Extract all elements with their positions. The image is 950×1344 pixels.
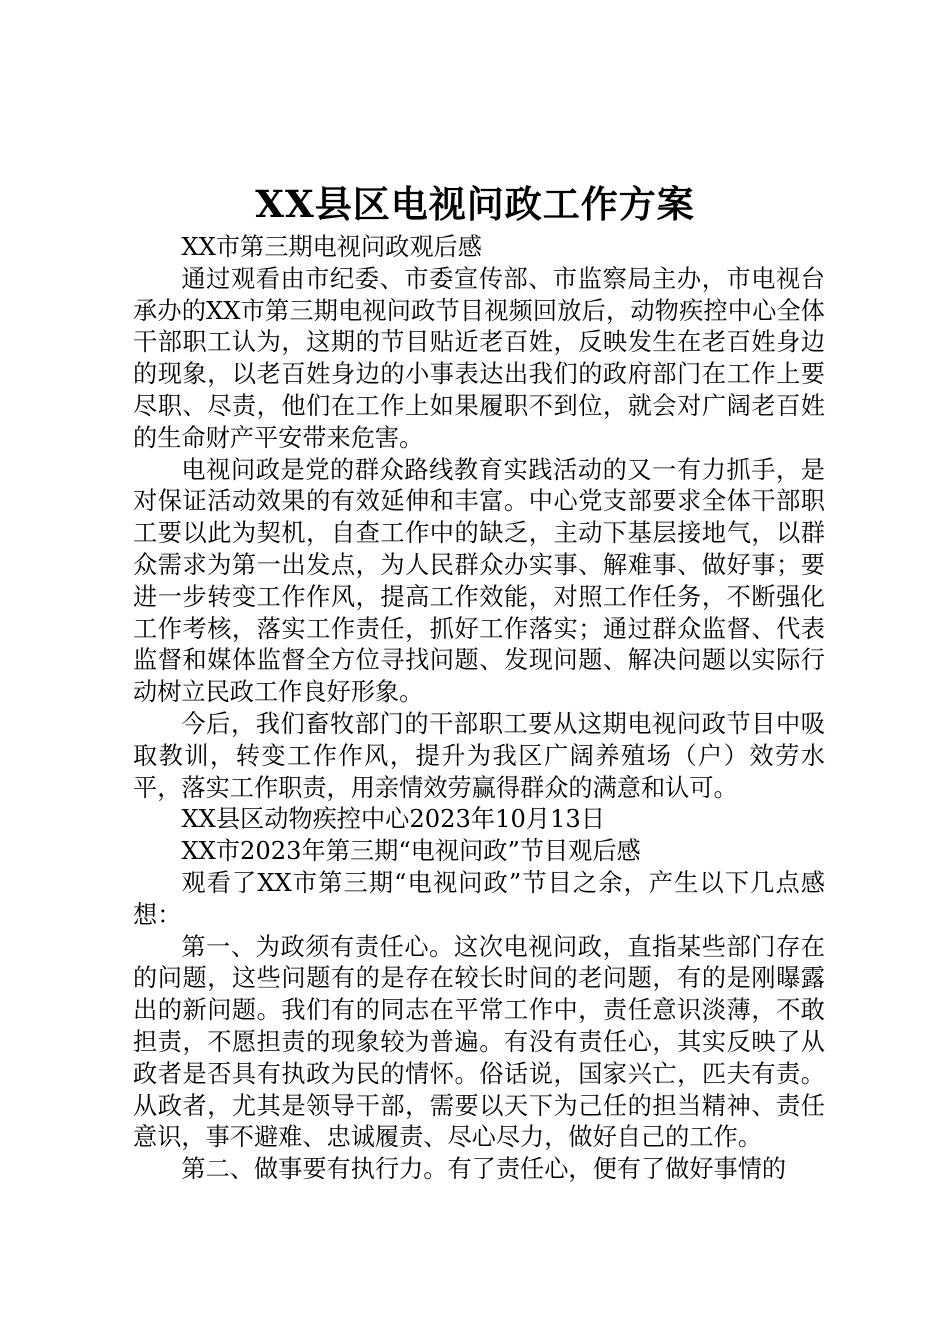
- paragraph: 电视问政是党的群众路线教育实践活动的又一有力抓手，是对保证活动效果的有效延伸和丰富。中心党支部要求全体干部职工要以此为契机，自查工作中的缺乏，主动下基层接地气，以群众需求为第一出发点，为人民群众办实事、解难事、做好事；要进一步转变工作作风，提高工作效能，对照工作任务，不断强化工作考核，落实工作责任，抓好工作落实；通过群众监督、代表监督和媒体监督全方位寻找问题、发现问题、解决问题以实际行动树立民政工作良好形象。: [133, 455, 825, 707]
- paragraph: 观看了XX市第三期“电视问政”节目之余，产生以下几点感想：: [133, 868, 825, 929]
- paragraph-subtitle: XX市2023年第三期“电视问政”节目观后感: [181, 837, 641, 866]
- paragraph-subtitle: XX市第三期电视问政观后感: [181, 233, 482, 261]
- paragraph: 第二、做事要有执行力。有了责任心，便有了做好事情的: [181, 1155, 787, 1184]
- paragraph: 通过观看由市纪委、市委宣传部、市监察局主办，市电视台承办的XX市第三期电视问政节目视频回放后，动物疾控中心全体干部职工认为，这期的节目贴近老百姓，反映发生在老百姓身边的现象，以老百姓身边的小事表达出我们的政府部门在工作上要尽职、尽责，他们在工作上如果履职不到位，就会对广阔老百姓的生命财产平安带来危害。: [133, 264, 825, 452]
- paragraph: 第一、为政须有责任心。这次电视问政，直指某些部门存在的问题，这些问题有的是存在较长时间的老问题，有的是刚曝露出的新问题。我们有的同志在平常工作中，责任意识淡薄，不敢担责，不愿担责的现象较为普遍。有没有责任心，其实反映了从政者是否具有执政为民的情怀。俗话说，国家兴亡，匹夫有责。从政者，尤其是领导干部，需要以天下为己任的担当精神、责任意识，事不避难、忠诚履责、尽心尽力，做好自己的工作。: [133, 932, 825, 1152]
- paragraph: 今后，我们畜牧部门的干部职工要从这期电视问政节目中吸取教训，转变工作作风，提升为我区广阔养殖场（户）效劳水平，落实工作职责，用亲情效劳赢得群众的满意和认可。: [133, 709, 825, 802]
- document-body: [133, 232, 825, 1186]
- paragraph-signature: XX县区动物疾控中心2023年10月13日: [181, 805, 606, 834]
- document-title: XX县区电视问政工作方案: [255, 182, 695, 226]
